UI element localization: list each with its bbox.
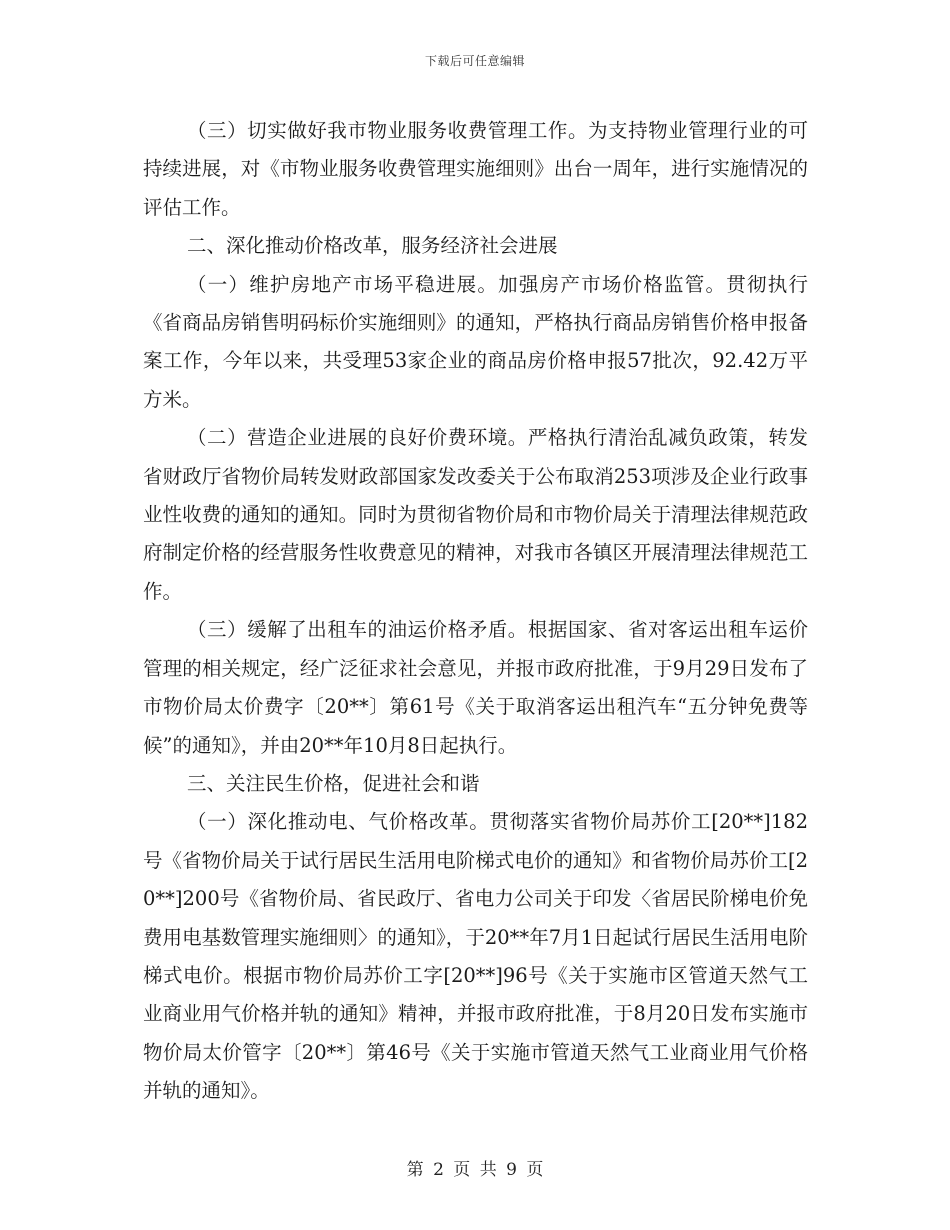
section-heading-livelihood: 三、关注民生价格，促进社会和谐 [187,771,480,795]
paragraph-electricity-gas: （一）深化推动电、气价格改革。贯彻落实省物价局苏价工[20**]182号《省物价局关于试行居民生活用电阶梯式电价的通知》和省物价局苏价工[20**]200号《省物价局、省民政厅、省电力公司关于印发〈省居民阶梯电价免费用电基数管理实施细则〉的通知》，于20**年7月1日起试行居民生活用电阶梯式电价。根据市物价局苏价工字[20**]96号《关于实施市区管道天然气工业商业用气价格并轨的通知》精神，并报市政府批准，于8月20日发布实施市物价局太价管字〔20**〕第46号《关于实施市管道天然气工业商业用气价格并轨的通知》。 [143,810,808,1103]
paragraph-property-fee: （三）切实做好我市物业服务收费管理工作。为支持物业管理行业的可持续进展，对《市物业服务收费管理实施细则》出台一周年，进行实施情况的评估工作。 [143,119,808,219]
paragraph-real-estate: （一）维护房地产市场平稳进展。加强房产市场价格监管。贯彻执行《省商品房销售明码标价实施细则》的通知，严格执行商品房销售价格申报备案工作，今年以来，共受理53家企业的商品房价格申报57批次，92.42万平方米。 [143,272,808,411]
page-number-footer: 第 2 页 共 9 页 [406,1160,544,1180]
paragraph-enterprise-fees: （二）营造企业进展的良好价费环境。严格执行清治乱减负政策，转发省财政厅省物价局转发财政部国家发改委关于公布取消253项涉及企业行政事业性收费的通知的通知。同时为贯彻省物价局和市物价局关于清理法律规范政府制定价格的经营服务性收费意见的精神，对我市各镇区开展清理法律规范工作。 [143,426,808,603]
section-heading-price-reform: 二、深化推动价格改革，服务经济社会进展 [187,234,558,258]
paragraph-taxi-fares: （三）缓解了出租车的油运价格矛盾。根据国家、省对客运出租车运价管理的相关规定，经广泛征求社会意见，并报市政府批准，于9月29日发布了市物价局太价费字〔20**〕第61号《关于取消客运出租汽车“五分钟免费等候”的通知》，并由20**年10月8日起执行。 [143,618,808,757]
page-header: 下载后可任意编辑 [424,54,525,68]
document-body [143,112,808,1111]
